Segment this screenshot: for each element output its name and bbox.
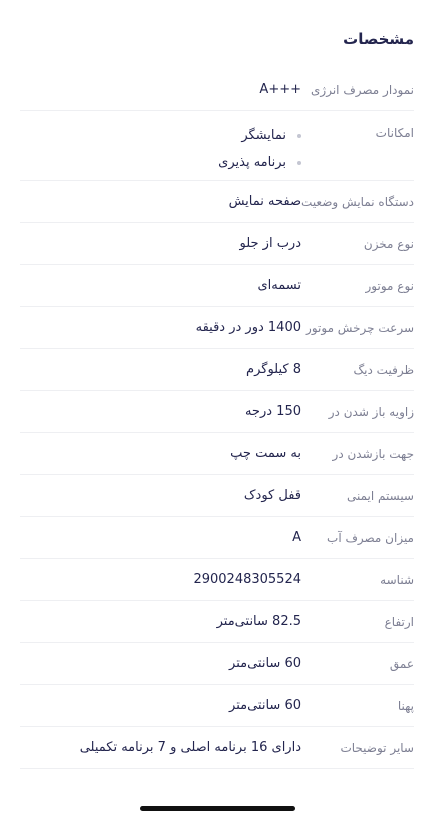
spec-row-display	[20, 181, 414, 223]
specifications-list	[20, 69, 414, 769]
spec-label: میزان مصرف آب	[327, 530, 414, 545]
spec-value: 60 سانتی‌متر	[229, 698, 301, 713]
specifications-title: مشخصات	[343, 30, 414, 48]
spec-row-height	[20, 601, 414, 643]
spec-value: قفل کودک	[243, 488, 301, 503]
spec-row-door-angle	[20, 391, 414, 433]
spec-row-id	[20, 559, 414, 601]
spec-value: 1400 دور در دقیقه	[195, 320, 301, 335]
spec-row-motor-type	[20, 265, 414, 307]
spec-value: تسمه‌ای	[257, 278, 301, 293]
spec-value: A+++	[259, 82, 301, 97]
spec-label: شناسه	[380, 572, 414, 587]
spec-value-item: نمایشگر	[218, 126, 286, 146]
spec-value: صفحه نمایش	[228, 194, 301, 209]
spec-row-features	[20, 111, 414, 181]
spec-value: 8 کیلوگرم	[246, 362, 301, 377]
spec-label: ارتفاع	[384, 614, 414, 629]
spec-value: به سمت چپ	[230, 446, 301, 461]
bullet-icon	[297, 134, 301, 138]
spec-value-item: برنامه پذیری	[218, 153, 286, 173]
spec-row-width	[20, 685, 414, 727]
spec-label: نوع موتور	[365, 278, 414, 293]
spec-row-other	[20, 727, 414, 769]
spec-row-water-usage	[20, 517, 414, 559]
spec-label: جهت بازشدن در	[332, 446, 414, 461]
spec-value: 2900248305524	[193, 572, 301, 587]
spec-label: نمودار مصرف انرژی	[311, 82, 414, 97]
spec-label: سایر توضیحات	[340, 740, 414, 755]
bullet-icon	[297, 161, 301, 165]
spec-label: امکانات	[375, 126, 414, 140]
spec-row-energy-label	[20, 69, 414, 111]
spec-label: زاویه باز شدن در	[328, 404, 414, 419]
spec-label: ظرفیت دیگ	[353, 362, 414, 377]
spec-label: نوع مخزن	[363, 236, 414, 251]
spec-label: سرعت چرخش موتور	[306, 320, 414, 335]
spec-value: 60 سانتی‌متر	[229, 656, 301, 671]
home-indicator[interactable]	[140, 806, 295, 811]
spec-value: 82.5 سانتی‌متر	[216, 614, 301, 629]
spec-row-depth	[20, 643, 414, 685]
spec-value: A	[292, 530, 301, 545]
spec-row-drum-capacity	[20, 349, 414, 391]
spec-row-safety	[20, 475, 414, 517]
spec-label: دستگاه نمایش وضعیت	[301, 194, 414, 209]
spec-row-door-direction	[20, 433, 414, 475]
spec-row-tank-type	[20, 223, 414, 265]
spec-label: پهنا	[397, 698, 414, 713]
spec-row-spin-speed	[20, 307, 414, 349]
spec-value: دارای 16 برنامه اصلی و 7 برنامه تکمیلی	[79, 740, 301, 755]
spec-label: عمق	[389, 656, 414, 671]
spec-value-list	[218, 126, 286, 180]
spec-label: سیستم ایمنی	[346, 488, 414, 503]
spec-value: درب از جلو	[239, 236, 301, 251]
spec-value: 150 درجه	[244, 404, 301, 419]
